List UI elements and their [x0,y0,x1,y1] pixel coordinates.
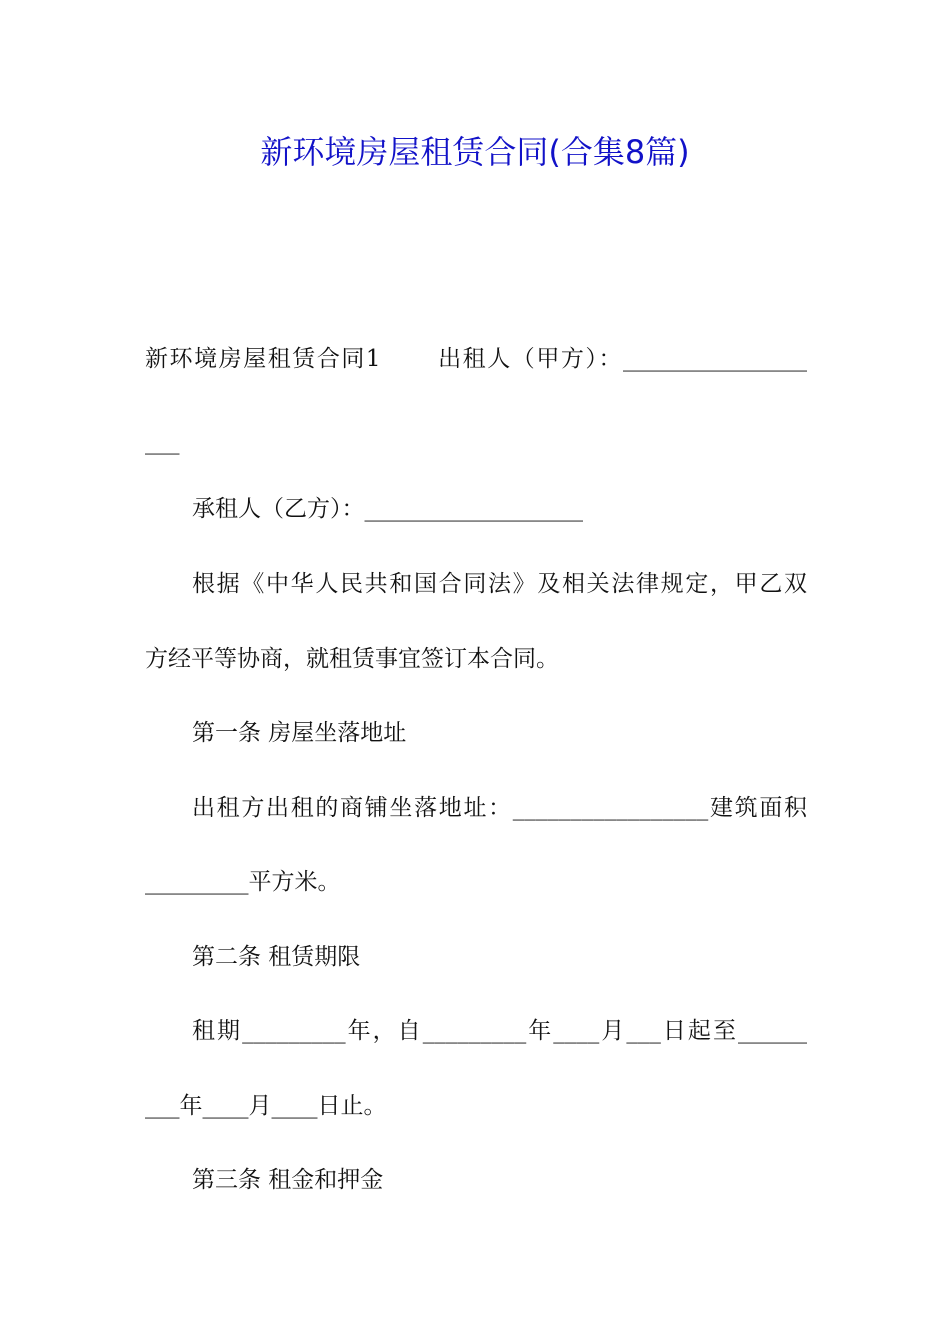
paragraph-line-5: 方经平等协商，就租赁事宜签订本合同。 [145,646,559,672]
paragraph-line-10: 租期_________年，自_________年____月___日起至______ [192,1018,807,1044]
document-title: 新环境房屋租赁合同(合集8篇) [260,133,690,171]
article-3-heading: 第三条 租金和押金 [192,1167,384,1193]
contract-heading: 新环境房屋租赁合同1 [145,346,381,372]
lessee-field: 承租人（乙方）：___________________ [192,496,583,522]
paragraph-line-7: 出租方出租的商铺坐落地址：_________________建筑面积 [192,795,807,821]
paragraph-line-8: _________平方米。 [145,869,341,895]
paragraph-line-11: ___年____月____日止。 [145,1093,387,1119]
paragraph-line-1 [145,341,807,377]
lessor-field: 出租人（甲方）：________________ [436,346,808,372]
article-2-heading: 第二条 租赁期限 [192,944,361,970]
paragraph-line-2: ___ [145,429,180,455]
paragraph-line-4: 根据《中华人民共和国合同法》及相关法律规定，甲乙双 [192,571,807,597]
article-1-heading: 第一条 房屋坐落地址 [192,720,407,746]
